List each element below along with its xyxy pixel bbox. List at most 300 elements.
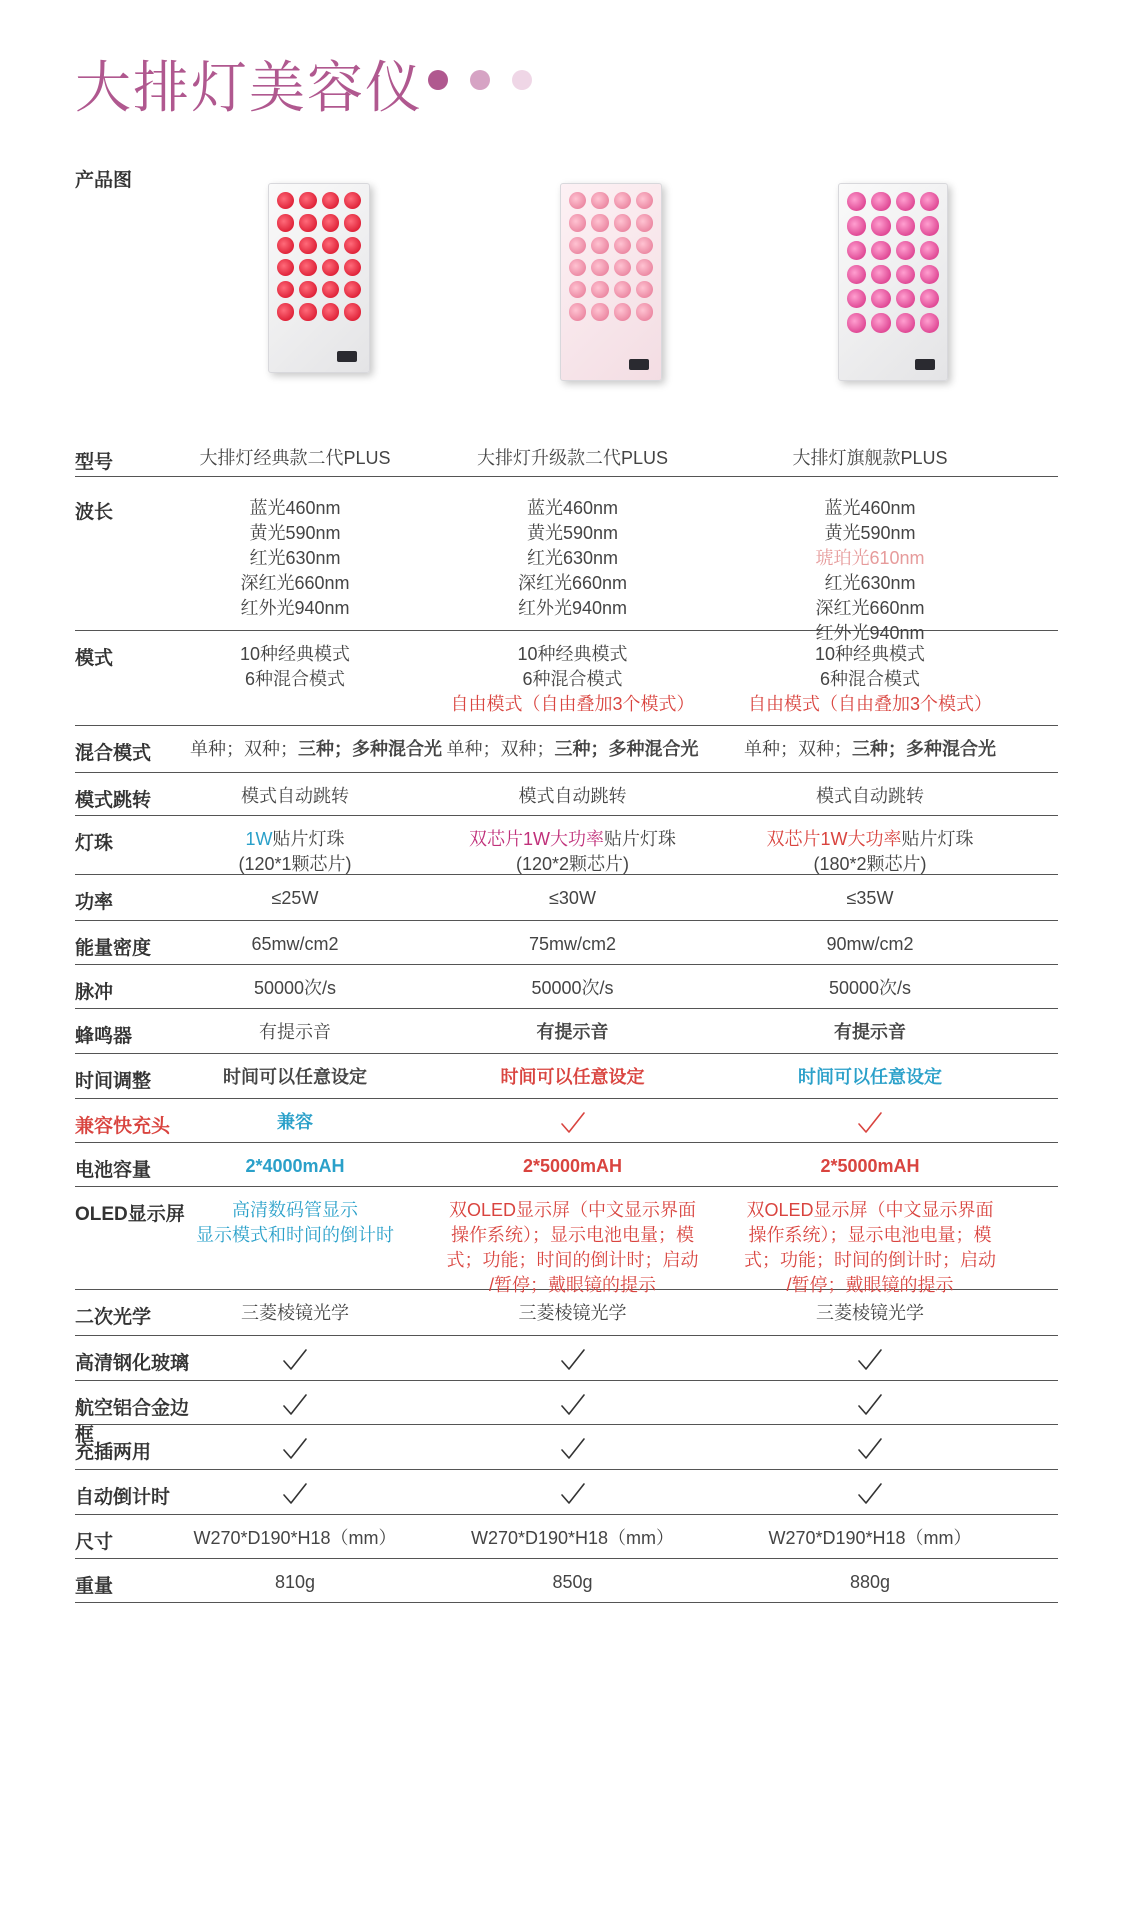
check-icon (856, 1392, 884, 1418)
led-bead (636, 281, 653, 298)
spec-line (445, 1248, 700, 1273)
check-icon (281, 1347, 309, 1373)
spec-cell (445, 631, 700, 725)
spec-cell (190, 1425, 400, 1469)
spec-cell (720, 1425, 1020, 1469)
spec-line (720, 571, 1020, 596)
spec-line (445, 1347, 700, 1380)
spec-row (75, 1381, 1058, 1446)
spec-row (75, 631, 1058, 726)
check-icon (559, 1481, 587, 1507)
spec-line (445, 546, 700, 571)
spec-line (720, 827, 1020, 852)
led-bead (871, 216, 890, 235)
led-bead (614, 192, 631, 209)
spec-row (75, 1290, 1058, 1336)
led-bead (920, 289, 939, 308)
spec-text: 有提示音 (536, 1022, 609, 1042)
spec-cell (720, 1470, 1020, 1514)
spec-line (445, 1301, 700, 1326)
spec-text: /暂停；戴眼镜的提示 (488, 1275, 656, 1295)
spec-text: 单种；双种； (744, 739, 852, 759)
spec-line (190, 737, 442, 762)
spec-cell (190, 485, 400, 630)
spec-line (445, 852, 700, 877)
spec-cell (720, 1099, 1020, 1142)
spec-text: ≤35W (846, 888, 894, 908)
spec-cell (445, 875, 700, 920)
spec-row (75, 921, 1058, 965)
spec-row (75, 1425, 1058, 1470)
spec-text: 6种混合模式 (522, 669, 623, 689)
spec-text: 贴片灯珠 (901, 829, 974, 849)
led-bead (322, 214, 339, 231)
spec-label: 兼容快充头 (75, 1116, 171, 1137)
spec-highlight: 双芯片1W大功率 (766, 829, 902, 849)
spec-line (445, 1065, 700, 1090)
spec-cell (445, 1470, 700, 1514)
check-icon (559, 1110, 587, 1136)
spec-row (75, 726, 1058, 773)
dot-3 (512, 70, 532, 90)
spec-text: 黄光590nm (526, 523, 619, 543)
spec-cell (190, 1054, 400, 1098)
led-bead (344, 303, 361, 320)
spec-row (75, 1336, 1058, 1381)
led-bead (569, 192, 586, 209)
panel-display (337, 351, 357, 362)
spec-line (190, 521, 400, 546)
spec-line (445, 1110, 700, 1143)
led-bead (299, 192, 316, 209)
spec-row (75, 1099, 1058, 1143)
spec-line (720, 784, 1020, 809)
led-bead (277, 259, 294, 276)
spec-text: 大排灯旗舰款PLUS (792, 448, 948, 468)
spec-text: 显示模式和时间的倒计时 (196, 1225, 394, 1245)
check-icon (559, 1392, 587, 1418)
spec-text: 双OLED显示屏（中文显示界面 (746, 1200, 994, 1220)
spec-text: W270*D190*H18（mm） (768, 1528, 972, 1548)
spec-row (75, 965, 1058, 1009)
spec-text: 大排灯升级款二代PLUS (476, 448, 669, 468)
led-bead (277, 214, 294, 231)
spec-line (720, 1020, 1020, 1045)
led-bead (920, 241, 939, 260)
spec-line (190, 1110, 400, 1135)
spec-text: W270*D190*H18（mm） (470, 1528, 675, 1548)
spec-text: (180*2颗芯片) (813, 854, 927, 874)
spec-text: (120*2颗芯片) (515, 854, 630, 874)
spec-label: 高清钢化玻璃 (75, 1353, 190, 1374)
spec-cell (445, 435, 700, 476)
led-bead (277, 303, 294, 320)
led-bead (322, 303, 339, 320)
spec-text: 自由模式（自由叠加3个模式） (450, 694, 695, 714)
led-bead (591, 192, 608, 209)
led-bead (896, 241, 915, 260)
spec-cell (720, 1143, 1020, 1186)
spec-line (190, 1436, 400, 1469)
spec-text: 蓝光460nm (824, 498, 916, 518)
spec-line (445, 1436, 700, 1469)
page-title: 大排灯美容仪 (75, 56, 423, 121)
spec-row (75, 1187, 1058, 1295)
spec-cell (720, 816, 1020, 874)
spec-cell (445, 1381, 700, 1424)
spec-text: 90mw/cm2 (826, 934, 914, 954)
spec-text: 810g (274, 1572, 316, 1592)
spec-line (720, 1481, 1020, 1514)
spec-line (445, 446, 700, 471)
led-bead (871, 289, 890, 308)
led-bead (344, 237, 361, 254)
spec-cell (445, 921, 700, 964)
spec-label: 混合模式 (75, 743, 152, 764)
spec-cell (190, 773, 400, 815)
led-bead (569, 303, 586, 320)
check-icon (281, 1392, 309, 1418)
spec-cell (445, 726, 700, 772)
spec-line (445, 1020, 700, 1045)
spec-line (445, 571, 700, 596)
led-bead (614, 281, 631, 298)
spec-line (190, 976, 400, 1001)
spec-text: 模式自动跳转 (518, 786, 627, 806)
light-panel (838, 183, 948, 381)
led-bead (322, 259, 339, 276)
spec-cell (190, 965, 400, 1008)
spec-cell (190, 921, 400, 964)
spec-text: 模式自动跳转 (241, 786, 349, 806)
check-icon (856, 1481, 884, 1507)
spec-text: 10种经典模式 (239, 644, 351, 664)
led-bead (636, 237, 653, 254)
product-images-label: 产品图 (75, 170, 133, 191)
spec-line (720, 521, 1020, 546)
spec-row (75, 1515, 1058, 1559)
light-panel (560, 183, 662, 381)
spec-line (445, 827, 700, 852)
spec-line (720, 1248, 1020, 1273)
spec-cell (190, 1187, 400, 1289)
spec-cell (720, 1381, 1020, 1424)
spec-text: 蓝光460nm (249, 498, 341, 518)
spec-line (720, 596, 1020, 621)
spec-text: 黄光590nm (249, 523, 341, 543)
spec-text: 操作系统）；显示电池电量；模 (451, 1225, 694, 1245)
spec-cell (445, 1425, 700, 1469)
led-bead (591, 237, 608, 254)
spec-line (720, 667, 1020, 692)
spec-emphasis: 三种；多种混合光 (852, 739, 996, 759)
spec-text: 65mw/cm2 (251, 934, 339, 954)
led-bead (896, 265, 915, 284)
spec-line (720, 886, 1020, 911)
spec-cell (720, 965, 1020, 1008)
spec-line (720, 1110, 1020, 1143)
spec-line (720, 546, 1020, 571)
check-icon (856, 1110, 884, 1136)
spec-text: 时间可以任意设定 (223, 1067, 367, 1087)
spec-cell (190, 1009, 400, 1053)
spec-line (190, 642, 400, 667)
spec-row (75, 816, 1058, 875)
spec-text: 操作系统）；显示电池电量；模 (748, 1225, 992, 1245)
spec-text: ≤25W (271, 888, 319, 908)
spec-cell (445, 485, 700, 630)
led-bead (569, 259, 586, 276)
spec-cell (190, 875, 400, 920)
led-bead (591, 214, 608, 231)
spec-line (445, 1154, 700, 1179)
spec-line (445, 1198, 700, 1223)
spec-text: 2*5000mAH (522, 1156, 623, 1176)
spec-line (720, 642, 1020, 667)
led-bead (299, 303, 316, 320)
led-bead (277, 192, 294, 209)
spec-text: 深红光660nm (517, 573, 628, 593)
spec-text: (120*1颗芯片) (238, 854, 352, 874)
spec-row (75, 435, 1058, 477)
led-bead (591, 281, 608, 298)
spec-cell (720, 773, 1020, 815)
spec-text: ≤30W (549, 888, 596, 908)
spec-line (190, 1392, 400, 1425)
spec-line (720, 1223, 1020, 1248)
spec-line (720, 446, 1020, 471)
spec-text: 6种混合模式 (819, 669, 920, 689)
spec-text: 贴片灯珠 (604, 829, 676, 849)
spec-highlight: 双芯片1W大功率 (469, 829, 604, 849)
spec-cell (720, 631, 1020, 725)
spec-text: 红外光940nm (517, 598, 628, 618)
led-bead (636, 303, 653, 320)
led-bead (614, 303, 631, 320)
led-bead (871, 192, 890, 211)
check-icon (559, 1436, 587, 1462)
spec-row (75, 1470, 1058, 1515)
spec-row (75, 773, 1058, 816)
spec-line (190, 932, 400, 957)
spec-row (75, 1143, 1058, 1187)
led-bead (920, 216, 939, 235)
led-bead (344, 192, 361, 209)
led-bead (636, 259, 653, 276)
spec-line (720, 496, 1020, 521)
spec-label: 型号 (75, 452, 114, 473)
spec-label: 电池容量 (75, 1160, 152, 1181)
led-bead (322, 281, 339, 298)
spec-text: 880g (849, 1572, 891, 1592)
spec-text: /暂停；戴眼镜的提示 (786, 1275, 954, 1295)
spec-label: 模式跳转 (75, 790, 152, 811)
spec-line (445, 667, 700, 692)
led-bead (896, 313, 915, 332)
spec-line (190, 596, 400, 621)
led-bead (920, 192, 939, 211)
spec-text: 10种经典模式 (517, 644, 628, 664)
spec-label: 充插两用 (75, 1442, 152, 1463)
spec-cell (720, 726, 1020, 772)
spec-line (190, 852, 400, 877)
spec-text: 双OLED显示屏（中文显示界面 (448, 1200, 696, 1220)
spec-text: 兼容 (277, 1112, 313, 1132)
spec-line (445, 1526, 700, 1551)
spec-text: 有提示音 (259, 1022, 331, 1042)
product-images (0, 175, 1121, 435)
led-bead (614, 259, 631, 276)
spec-label: OLED显示屏 (75, 1204, 185, 1225)
led-bead (871, 265, 890, 284)
spec-line (720, 692, 1020, 717)
spec-cell (190, 1336, 400, 1380)
spec-line (190, 1481, 400, 1514)
spec-line (720, 1436, 1020, 1469)
spec-line (190, 1223, 400, 1248)
spec-line (720, 1198, 1020, 1223)
spec-cell (445, 1559, 700, 1602)
spec-label: 蜂鸣器 (75, 1026, 133, 1047)
led-bead (636, 192, 653, 209)
spec-label: 航空铝合金边框 (75, 1398, 190, 1446)
spec-cell (720, 1054, 1020, 1098)
spec-line (445, 1223, 700, 1248)
spec-text: 时间可以任意设定 (798, 1067, 942, 1087)
spec-label: 时间调整 (75, 1071, 152, 1092)
spec-line (190, 886, 400, 911)
spec-cell (190, 1381, 400, 1424)
spec-text: 红光630nm (526, 548, 619, 568)
led-bead (847, 265, 866, 284)
check-icon (281, 1481, 309, 1507)
spec-cell (445, 1054, 700, 1098)
light-panel (268, 183, 370, 373)
spec-emphasis: 三种；多种混合光 (298, 739, 442, 759)
spec-line (720, 1347, 1020, 1380)
led-bead (847, 289, 866, 308)
spec-line (720, 1154, 1020, 1179)
spec-cell (190, 435, 400, 476)
spec-cell (720, 1290, 1020, 1335)
spec-cell (720, 435, 1020, 476)
led-bead (896, 289, 915, 308)
spec-cell (190, 1143, 400, 1186)
spec-line (720, 1065, 1020, 1090)
led-bead (569, 237, 586, 254)
spec-label: 脉冲 (75, 982, 114, 1003)
spec-line (190, 496, 400, 521)
spec-line (720, 1301, 1020, 1326)
spec-line (190, 667, 400, 692)
spec-text: 三菱棱镜光学 (518, 1303, 627, 1323)
led-bead (299, 281, 316, 298)
spec-row (75, 1054, 1058, 1099)
spec-line (445, 642, 700, 667)
spec-text: 红外光940nm (815, 623, 925, 643)
spec-line (720, 932, 1020, 957)
spec-label: 重量 (75, 1576, 114, 1597)
spec-cell (190, 1290, 400, 1335)
spec-line (720, 976, 1020, 1001)
spec-label: 功率 (75, 892, 114, 913)
spec-text: 75mw/cm2 (528, 934, 617, 954)
spec-text: 贴片灯珠 (272, 829, 345, 849)
led-bead (847, 313, 866, 332)
spec-cell (190, 726, 442, 772)
spec-text: 式；功能；时间的倒计时；启动 (446, 1250, 699, 1270)
spec-row (75, 485, 1058, 643)
led-bead (344, 259, 361, 276)
led-bead (322, 192, 339, 209)
spec-text: 单种；双种； (446, 739, 555, 759)
check-icon (856, 1436, 884, 1462)
spec-cell (445, 773, 700, 815)
led-bead (299, 237, 316, 254)
spec-text: 6种混合模式 (244, 669, 345, 689)
spec-text: 有提示音 (834, 1022, 906, 1042)
spec-cell (720, 1187, 1020, 1295)
led-bead (920, 265, 939, 284)
spec-text: 10种经典模式 (814, 644, 926, 664)
led-bead (322, 237, 339, 254)
led-bead (847, 192, 866, 211)
spec-text: 蓝光460nm (526, 498, 619, 518)
led-bead (344, 281, 361, 298)
spec-line (445, 976, 700, 1001)
check-icon (559, 1347, 587, 1373)
spec-cell (445, 1187, 700, 1295)
spec-line (190, 1020, 400, 1045)
led-bead (920, 313, 939, 332)
spec-text: 高清数码管显示 (232, 1200, 358, 1220)
spec-line (445, 1570, 700, 1595)
spec-cell (720, 875, 1020, 920)
led-bead (569, 214, 586, 231)
spec-line (445, 886, 700, 911)
spec-cell (720, 1559, 1020, 1602)
spec-text: 单种；双种； (190, 739, 298, 759)
spec-cell (445, 1009, 700, 1053)
spec-cell (445, 1099, 700, 1142)
spec-cell (720, 1515, 1020, 1558)
led-bead (277, 237, 294, 254)
spec-text: W270*D190*H18（mm） (193, 1528, 397, 1548)
spec-table (75, 443, 1058, 1603)
spec-text: 2*5000mAH (820, 1156, 920, 1176)
spec-line (190, 446, 400, 471)
spec-line (190, 827, 400, 852)
spec-line (720, 1392, 1020, 1425)
check-icon (281, 1436, 309, 1462)
spec-text: 2*4000mAH (245, 1156, 345, 1176)
spec-line (720, 1570, 1020, 1595)
led-bead (636, 214, 653, 231)
spec-row (75, 875, 1058, 921)
spec-line (445, 692, 700, 717)
spec-label: 灯珠 (75, 833, 114, 854)
title-dots (428, 70, 532, 90)
spec-cell (190, 1515, 400, 1558)
led-bead (299, 259, 316, 276)
spec-line (720, 852, 1020, 877)
panel-display (915, 359, 935, 370)
spec-cell (190, 1470, 400, 1514)
led-bead (591, 303, 608, 320)
spec-label: 模式 (75, 648, 114, 669)
led-bead (614, 214, 631, 231)
spec-cell (445, 965, 700, 1008)
